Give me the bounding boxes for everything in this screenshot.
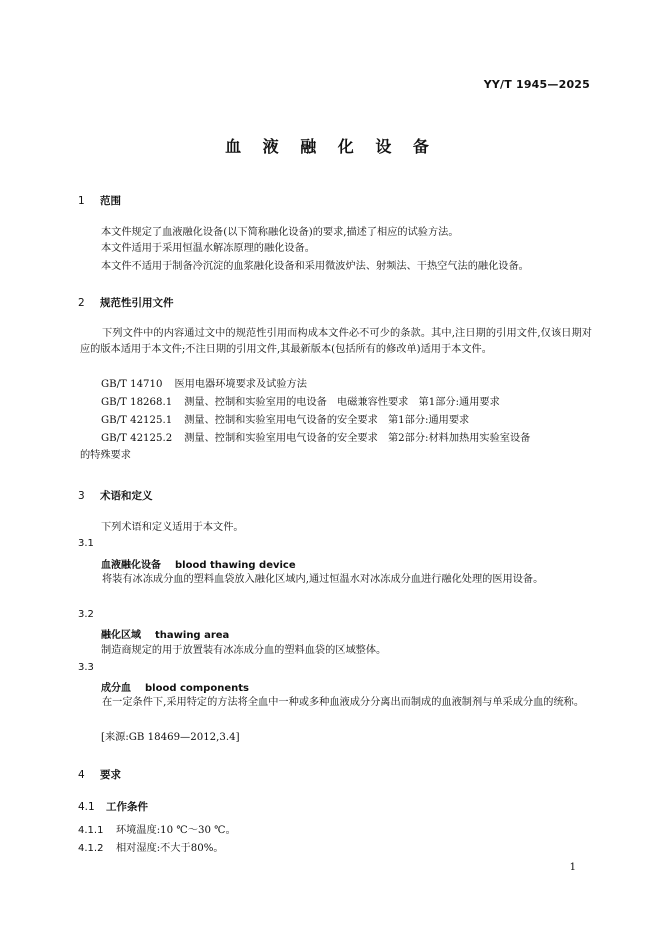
clause-item [78,841,224,857]
clause-text: 环境温度:10 ℃～30 ℃。 [116,825,236,836]
section-number: 1 [78,195,85,207]
section-3-heading [78,488,153,503]
paragraph: 下列术语和定义适用于本文件。 [101,522,244,533]
section-title: 规范性引用文件 [100,297,174,309]
section-title: 范围 [100,195,121,207]
section-number: 3 [78,490,85,502]
paragraph: 下列文件中的内容通过文中的规范性引用而构成本文件必不可少的条款。其中,注日期的引用文件,仅该日期对应的版本适用于本文件;不注日期的引用文件,其最新版本(包括所有的修改单)适用于本文件。 [80,328,592,355]
reference-item [101,395,500,411]
clause-item [78,823,236,839]
term-chinese: 成分血 [101,683,131,694]
subsection-number: 4.1 [78,801,95,813]
reference-code: GB/T 14710 [101,379,163,390]
term-heading [101,556,296,571]
standard-number: YY/T 1945—2025 [483,78,590,91]
reference-title: 医用电器环境要求及试验方法 [174,379,307,390]
term-definition: 在一定条件下,采用特定的方法将全血中一种或多种血液成分分离出而制成的血液制剂与单采成分血的统称。 [102,697,585,708]
term-english: thawing area [155,630,230,641]
term-english: blood thawing device [175,560,296,571]
term-chinese: 融化区域 [101,630,141,641]
term-english: blood components [145,683,249,694]
term-heading [101,626,229,641]
section-4-heading [78,767,121,782]
reference-item [101,377,307,393]
section-number: 2 [78,297,85,309]
term-number: 3.2 [78,609,94,620]
reference-item [101,431,530,447]
section-2-heading [78,295,174,310]
page-number: 1 [569,862,576,873]
term-definition: 将装有冰冻成分血的塑料血袋放入融化区域内,通过恒温水对冰冻成分血进行融化处理的医用设备。 [102,574,544,585]
reference-title: 测量、控制和实验室用电气设备的安全要求 第2部分:材料加热用实验室设备 [184,433,531,444]
reference-continuation: 的特殊要求 [80,450,131,461]
reference-item [101,413,469,429]
term-number: 3.3 [78,662,94,673]
paragraph: 本文件不适用于制备冷沉淀的血浆融化设备和采用微波炉法、射频法、干热空气法的融化设备。 [101,261,529,272]
reference-code: GB/T 18268.1 [101,397,173,408]
subsection-heading [78,799,148,814]
reference-title: 测量、控制和实验室用的电设备 电磁兼容性要求 第1部分:通用要求 [184,397,500,408]
term-chinese: 血液融化设备 [101,560,161,571]
clause-text: 相对湿度:不大于80%。 [116,843,224,854]
term-number: 3.1 [78,538,94,549]
section-number: 4 [78,769,85,781]
reference-code: GB/T 42125.2 [101,433,173,444]
clause-number: 4.1.1 [78,825,104,836]
section-1-heading [78,193,121,208]
term-definition: 制造商规定的用于放置装有冰冻成分血的塑料血袋的区域整体。 [101,645,387,656]
section-title: 术语和定义 [100,490,153,502]
document-title: 血 液 融 化 设 备 [225,137,437,156]
paragraph: 本文件适用于采用恒温水解冻原理的融化设备。 [101,243,315,254]
paragraph: 本文件规定了血液融化设备(以下简称融化设备)的要求,描述了相应的试验方法。 [101,227,459,238]
term-heading [101,679,249,694]
reference-code: GB/T 42125.1 [101,415,173,426]
clause-number: 4.1.2 [78,843,104,854]
term-source: [来源:GB 18469—2012,3.4] [101,732,240,743]
subsection-title: 工作条件 [106,801,148,813]
reference-title: 测量、控制和实验室用电气设备的安全要求 第1部分:通用要求 [184,415,470,426]
section-title: 要求 [100,769,121,781]
